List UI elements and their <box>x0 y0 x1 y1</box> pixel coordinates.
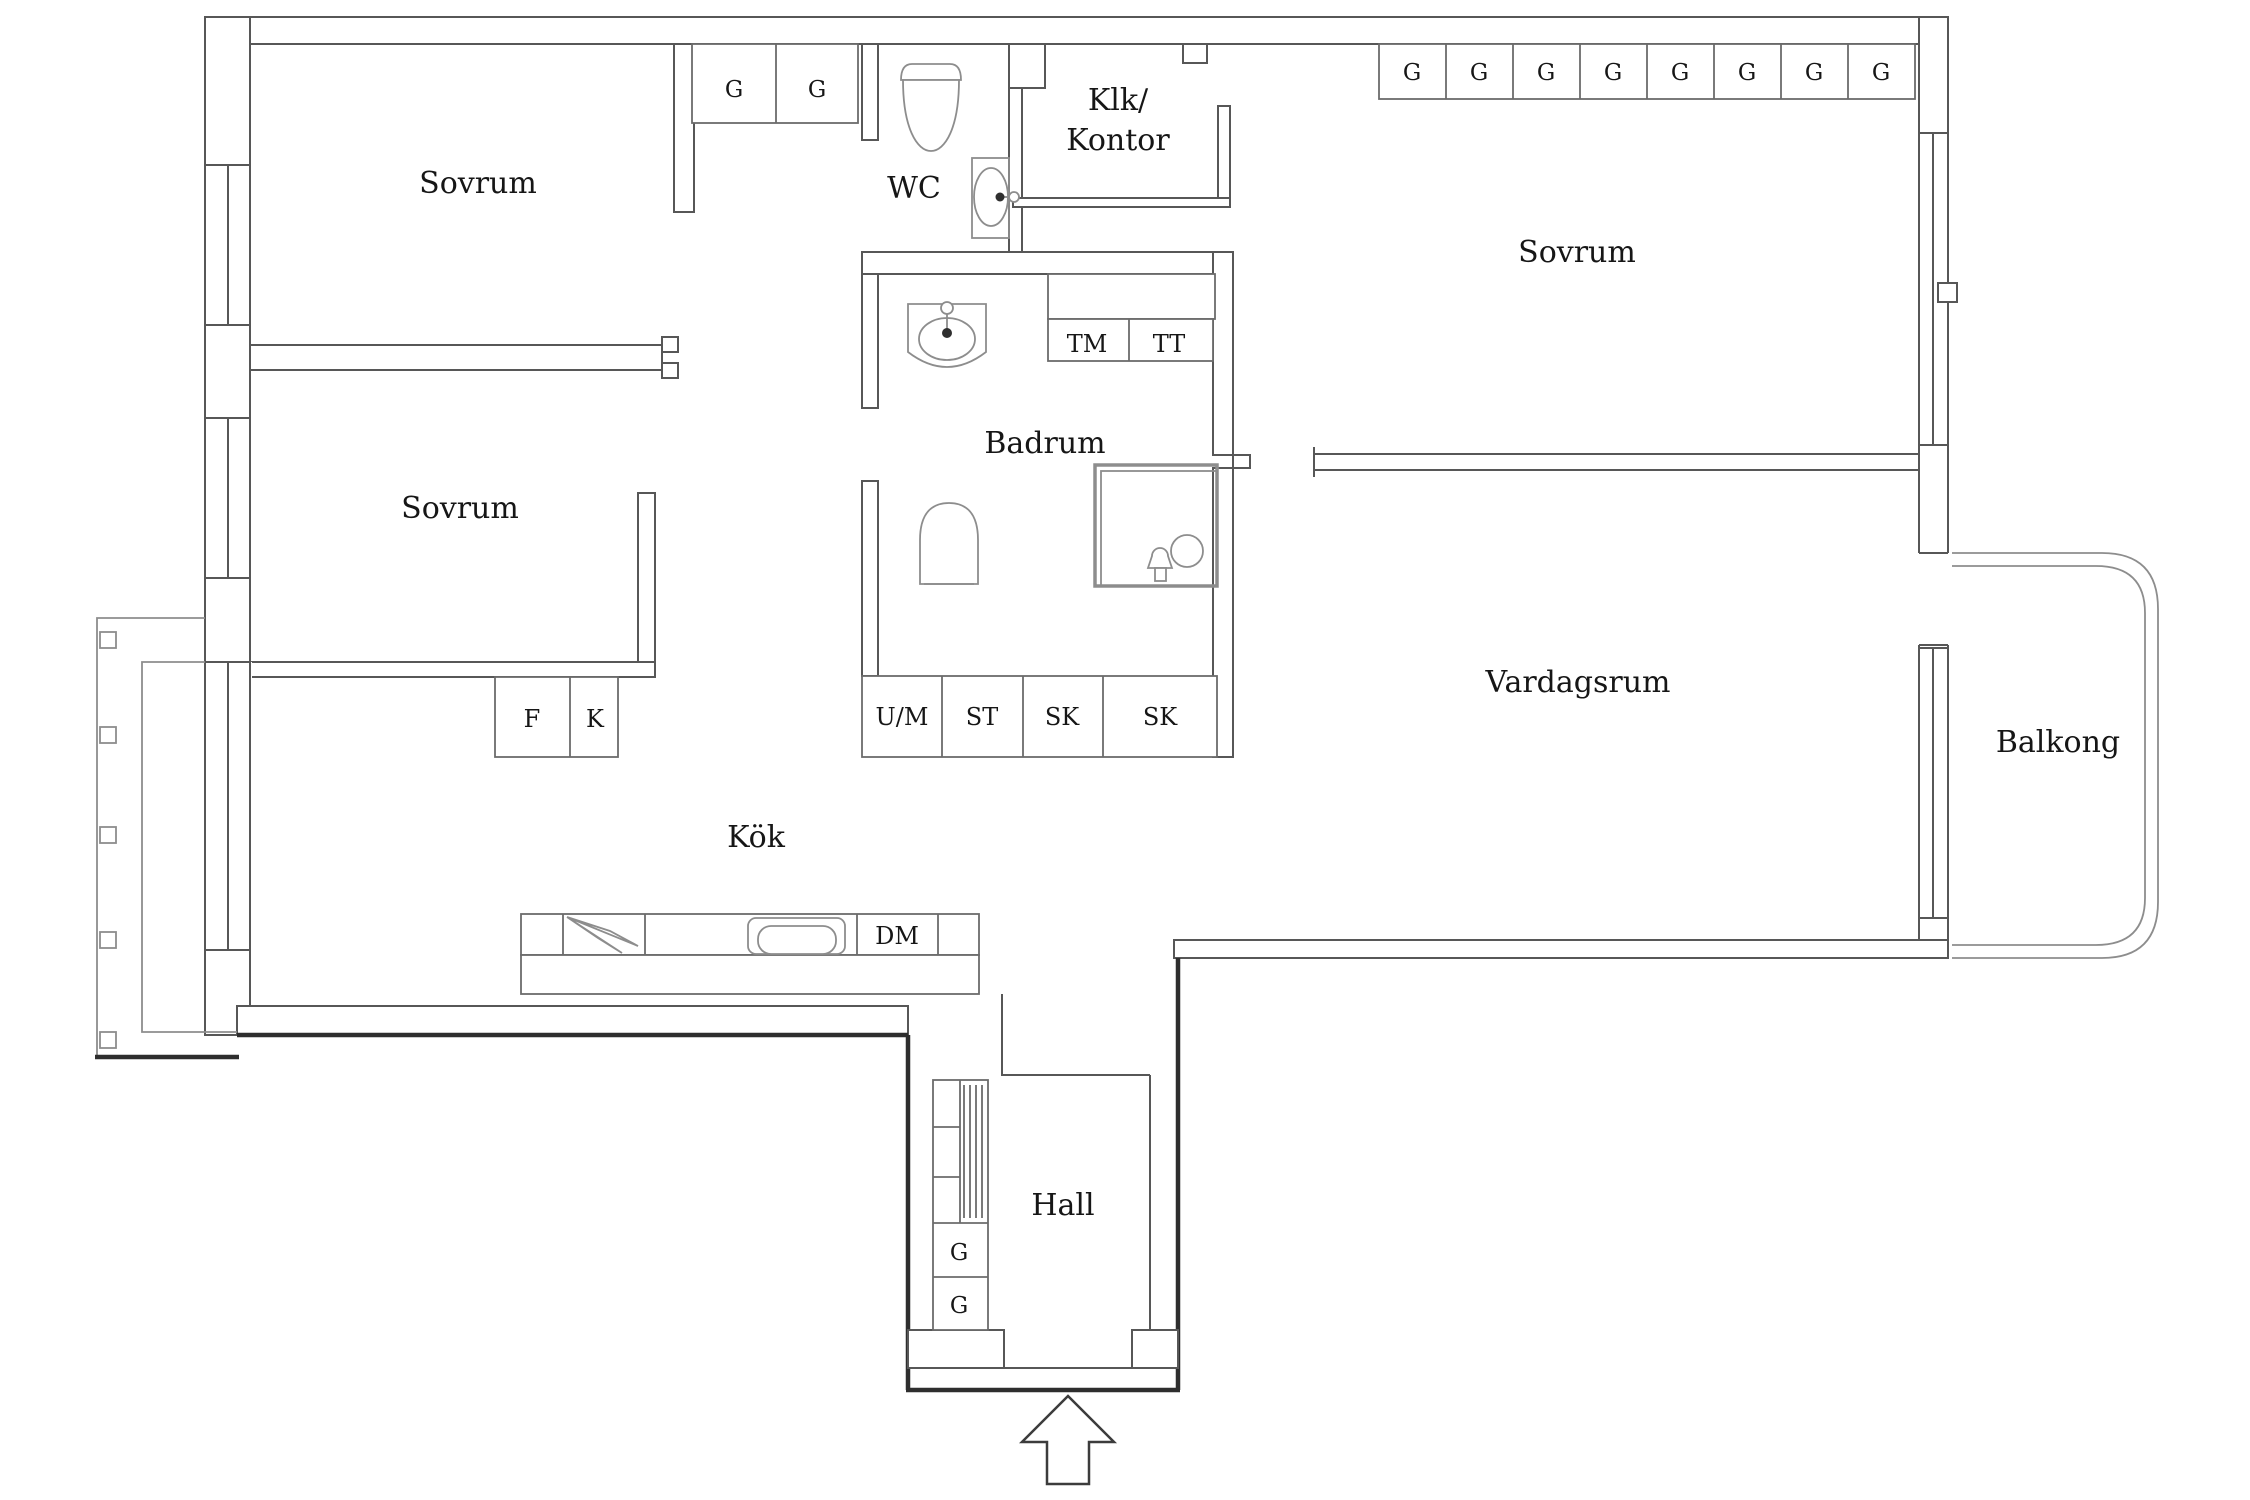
wall-closet-office-bottom <box>1013 198 1230 207</box>
utility-label: SK <box>1044 703 1080 731</box>
wall-hall-step-left <box>908 1330 1004 1368</box>
room-label-bedroom-right: Sovrum <box>1518 235 1636 270</box>
wall-wc-left <box>862 44 878 140</box>
railing-post <box>100 932 116 948</box>
railing-post <box>100 1032 116 1048</box>
window-handle <box>1938 283 1957 302</box>
pillar-closet-office <box>1183 44 1207 63</box>
washing-machine-label: TM <box>1066 330 1108 358</box>
wall-kitchen-bottom <box>237 1006 908 1035</box>
doorjamb-bathroom <box>1233 455 1250 468</box>
wardrobe-label: G <box>1536 60 1556 86</box>
wardrobes-top-right <box>1379 44 1915 99</box>
wardrobe-label: G <box>1670 60 1690 86</box>
room-label-closet-office-line1: Klk/ <box>1087 83 1149 118</box>
wardrobe-label: G <box>807 77 827 103</box>
sink-drain <box>996 193 1005 202</box>
room-label-kitchen: Kök <box>727 820 785 855</box>
window-bedroom1-left <box>203 165 252 325</box>
kitchen-sink-inner <box>758 926 836 954</box>
wall-closet-office-right <box>1218 106 1230 198</box>
bathroom-sink-drain <box>942 328 952 338</box>
kitchen-counter <box>521 914 979 994</box>
wall-bedroom2-bottom <box>250 662 655 677</box>
wall-bedroom2-right <box>638 493 655 662</box>
bathroom-toilet <box>920 503 978 584</box>
wall-livingroom-bottom <box>1174 940 1948 958</box>
shower-head-base <box>1155 568 1166 581</box>
window-bedroom2-left <box>203 418 252 578</box>
room-label-hall: Hall <box>1031 1188 1095 1223</box>
room-label-balcony: Balkong <box>1995 725 2121 760</box>
hall-closets <box>933 1080 988 1330</box>
wall-bedroom1-right <box>674 44 694 212</box>
window-bedroom-right <box>1917 133 1957 445</box>
wall-top <box>205 17 1948 44</box>
dishwasher-label: DM <box>875 922 919 950</box>
window-livingroom-right <box>1917 648 1950 918</box>
wc-fixtures <box>901 64 1019 238</box>
room-label-bedroom-top-left: Sovrum <box>419 166 537 201</box>
wall-bathroom-left-upper <box>862 274 878 408</box>
utility-label: ST <box>965 703 999 731</box>
wall-hall-step-right <box>1132 1330 1178 1368</box>
utility-label: SK <box>1142 703 1178 731</box>
wardrobe-label: G <box>1804 60 1824 86</box>
railing-post <box>100 827 116 843</box>
fridge-label: F <box>523 705 541 733</box>
wall-hall-bottom <box>908 1368 1178 1390</box>
wardrobe-label: G <box>724 77 744 103</box>
wall-wc-right <box>1009 88 1022 256</box>
wardrobes-top-left <box>692 44 858 123</box>
wardrobe-label: G <box>1737 60 1757 86</box>
wardrobe-label: G <box>1402 60 1422 86</box>
room-label-bathroom: Badrum <box>984 426 1106 461</box>
wall-wc-right-notch <box>1009 44 1045 88</box>
sink-tap-handle <box>1009 192 1019 202</box>
kitchen-worktop <box>521 955 979 994</box>
shower-drain <box>1171 535 1203 567</box>
wardrobe-label: G <box>949 1293 969 1319</box>
toilet-tank <box>901 64 961 80</box>
room-label-closet-office-line2: Kontor <box>1066 123 1170 158</box>
utility-cabinet-row <box>862 676 1217 757</box>
fridge-freezer-cabinets <box>495 677 618 757</box>
laundry-units <box>1048 274 1215 361</box>
room-labels <box>401 83 2120 1223</box>
balcony-door-opening <box>1917 553 1950 645</box>
doorjamb-bedroom2 <box>662 363 678 378</box>
wardrobe-label: G <box>1469 60 1489 86</box>
room-label-livingroom: Vardagsrum <box>1485 665 1671 700</box>
window-kitchen-left <box>203 662 252 950</box>
freezer-label: K <box>586 705 604 733</box>
toilet-bowl <box>903 80 959 151</box>
railing-post <box>100 632 116 648</box>
doorjamb-bedroom1 <box>662 337 678 352</box>
entrance-arrow <box>1022 1396 1114 1484</box>
railing-post <box>100 727 116 743</box>
dryer-label: TT <box>1152 330 1186 358</box>
wardrobe-label: G <box>1871 60 1891 86</box>
wall-bedroom1-bedroom2 <box>250 345 662 370</box>
wall-bathroom-top <box>862 252 1231 274</box>
room-label-wc: WC <box>887 171 941 206</box>
bathroom-faucet-knob <box>941 302 953 314</box>
shower-head <box>1148 548 1172 568</box>
hall-kitchen-opening <box>1002 994 1150 1075</box>
room-label-bedroom-mid-left: Sovrum <box>401 491 519 526</box>
wall-bathroom-left-lower <box>862 481 878 676</box>
utility-label: U/M <box>875 703 929 731</box>
wall-bedroom-livingroom <box>1314 454 1919 470</box>
wardrobe-label: G <box>1603 60 1623 86</box>
wardrobe-label: G <box>949 1240 969 1266</box>
wall-bathroom-right-upper <box>1213 252 1233 455</box>
